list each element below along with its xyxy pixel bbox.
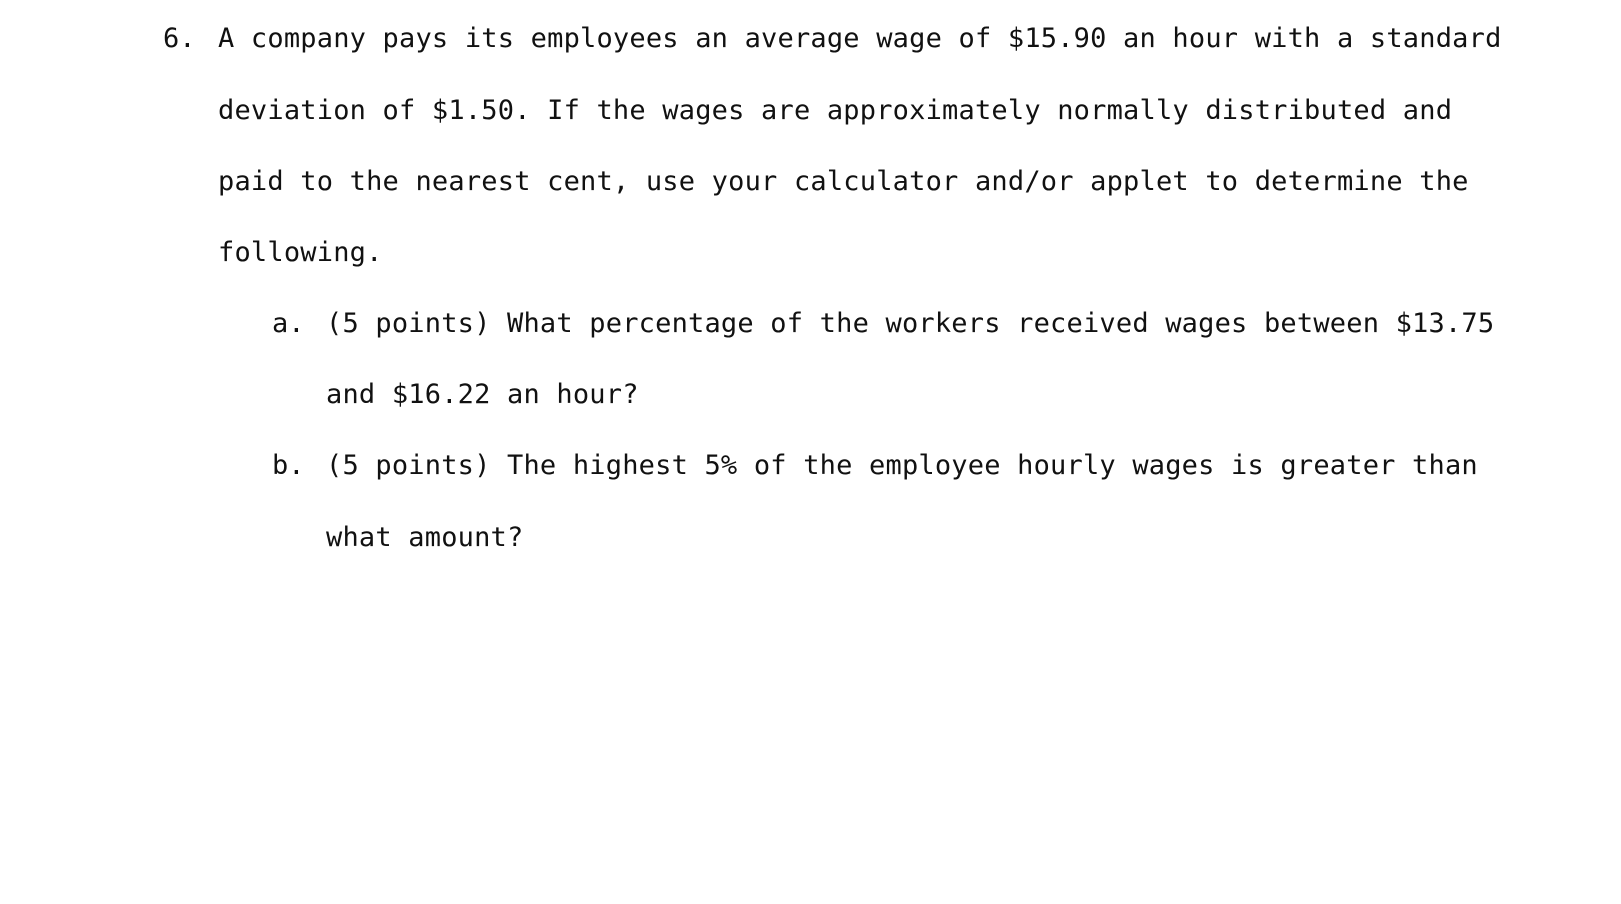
part-b-line-2: what amount? — [326, 522, 524, 553]
question-stem-line-3: paid to the nearest cent, use your calculator and/or applet to determine the — [218, 166, 1469, 197]
question-stem-line-2: deviation of $1.50. If the wages are approximately normally distributed and — [218, 95, 1453, 126]
question-stem-line-4: following. — [218, 237, 383, 268]
question-stem-line-1: A company pays its employees an average wage of $15.90 an hour with a standard — [218, 23, 1502, 54]
part-b-line-1: (5 points) The highest 5% of the employee hourly wages is greater than — [326, 450, 1478, 481]
part-a-label: a. — [272, 308, 305, 339]
part-a-line-2: and $16.22 an hour? — [326, 379, 639, 410]
part-a-line-1: (5 points) What percentage of the workers received wages between $13.75 — [326, 308, 1495, 339]
part-b-label: b. — [272, 450, 305, 481]
question-number: 6. — [163, 23, 196, 54]
